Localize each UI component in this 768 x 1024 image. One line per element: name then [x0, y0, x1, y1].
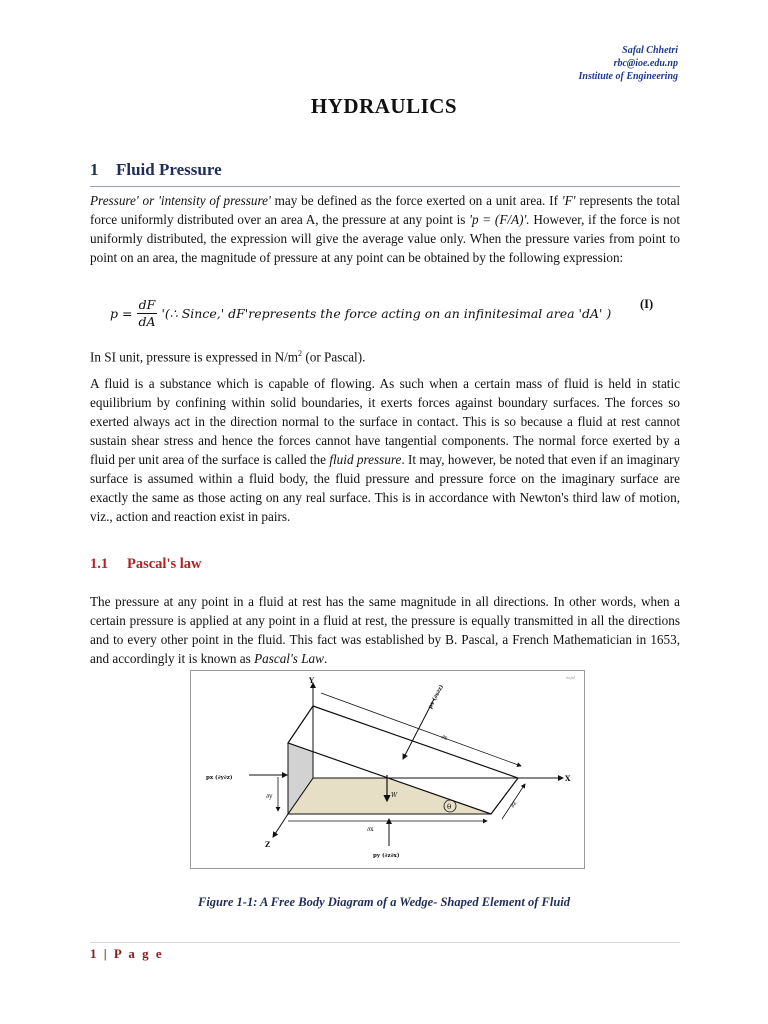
fraction-numerator: dF [138, 296, 156, 312]
wedge-diagram-figure [190, 670, 585, 869]
subsection-number: 1.1 [90, 556, 109, 572]
label-y-axis: Y [309, 676, 314, 685]
equation-number: (I) [640, 297, 654, 311]
author-block [579, 44, 678, 83]
label-dx: ∂x [367, 826, 374, 833]
formula-note: '(∴ Since,' dF'represents the force acting on an infinitesimal area 'dA' ) [161, 305, 612, 321]
formula-fraction [136, 297, 157, 330]
paragraph-pressure-definition [90, 191, 680, 267]
paragraph-si-unit [90, 344, 680, 366]
z-axis [273, 814, 288, 837]
section-number: 1 [90, 160, 99, 179]
pressure-formula [110, 292, 680, 334]
text-span: may be defined as the force exerted on a unit area. If [270, 193, 562, 208]
label-weight: W [391, 792, 398, 799]
wedge-diagram [191, 671, 584, 868]
fraction-denominator: dA [138, 313, 156, 329]
author-name: Safal Chhetri [622, 45, 678, 56]
paragraph-fluid-definition [90, 374, 680, 526]
subsection-heading-pascals-law [90, 556, 202, 573]
label-dz: ∂z [508, 799, 519, 810]
footer-divider [90, 942, 680, 943]
figure-caption: Figure 1-1: A Free Body Diagram of a Wedge- Shaped Element of Fluid [198, 895, 570, 909]
label-x-axis: X [565, 774, 571, 783]
text-span: represents the total force uniformly distributed over an area A, the pressure at any point is [90, 193, 680, 227]
expression-p-fa: 'p = (F/A)'. [469, 212, 530, 227]
label-ps: ps (∂s∂z) [427, 684, 446, 710]
label-corner: Safal [566, 676, 575, 680]
section-title: Fluid Pressure [116, 160, 222, 179]
text-span: However, if the force is not uniformly distributed, the expression will give the average value only. When the pressure varies from point to point on an area, the magnitude of pressure at any point can be obtained by the following expression: [90, 212, 680, 265]
text-span: (or Pascal). [302, 349, 366, 365]
author-email: rbc@ioe.edu.np [613, 58, 678, 69]
label-z-axis: Z [265, 840, 271, 849]
text-span: . [323, 651, 328, 666]
label-px: px (∂y∂z) [206, 775, 233, 781]
subsection-title: Pascal's law [127, 556, 202, 572]
term-pressure: Pressure' or 'intensity of pressure' [90, 193, 271, 208]
symbol-f: 'F' [561, 193, 576, 208]
label-ds: ∂s [440, 733, 449, 742]
superscript: 2 [298, 349, 303, 358]
document-title: HYDRAULICS [310, 94, 458, 118]
text-span: The pressure at any point in a fluid at rest has the same magnitude in all directions. In other words, when a certain pressure is applied at any point in a fluid at rest, the pressure is equally transmitted in all the directions and to every other point in the fluid. This fact was established by B. Pascal, a French Mathematician in 1653, and accordingly it is known as [90, 594, 680, 666]
term-fluid-pressure: fluid pressure [329, 452, 402, 467]
label-dy: ∂y [266, 793, 273, 800]
text-span: A fluid is a substance which is capable of flowing. As such when a certain mass of fluid is held in static equilibrium by confining within solid boundaries, it exerts forces against boundary surfaces. The forces so exerted always act in the direction normal to the surface in contact. This is so because a fluid at rest cannot sustain shear stress and hence the forces cannot have tangential components. The normal force exerted by a fluid per unit area of the surface is called the [90, 376, 680, 467]
formula-lhs: p = [110, 305, 133, 321]
section-heading-fluid-pressure [90, 160, 680, 187]
label-py: py (∂z∂x) [373, 853, 400, 859]
paragraph-pascals-law [90, 592, 680, 668]
text-span: In SI unit, pressure is expressed in N/m [90, 349, 299, 365]
text-span: . It may, however, be noted that even if an imaginary surface is assumed within a fluid body, the fluid pressure and pressure force on the imaginary surface are exactly the same as those acting on any real surface. This is in accordance with Newton's third law of motion, viz., action and reaction exist in pairs. [90, 452, 680, 524]
page-number: 1 | P a g e [90, 946, 164, 961]
author-institution: Institute of Engineering [578, 71, 678, 82]
label-theta: θ [447, 803, 452, 811]
term-pascals-law: Pascal's Law [254, 651, 324, 666]
